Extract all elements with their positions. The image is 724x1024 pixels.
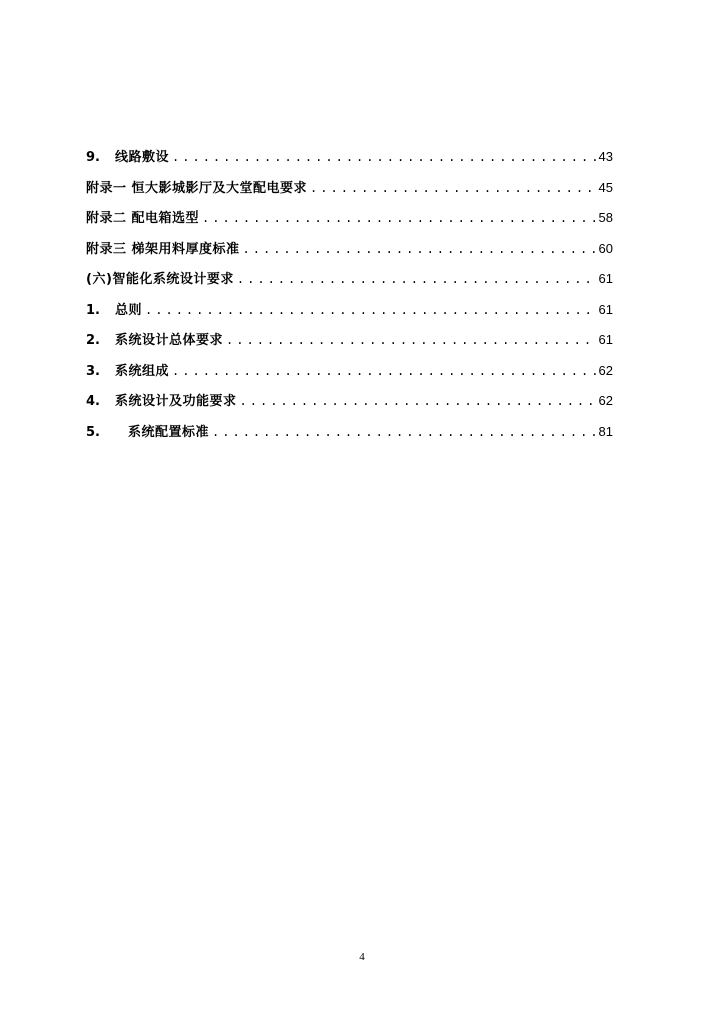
toc-entry-page: 62: [598, 362, 613, 378]
toc-entry-title: 系统配置标准: [128, 424, 210, 440]
toc-entry-number: 5.: [86, 424, 100, 440]
toc-entry-page: 61: [598, 271, 613, 286]
toc-entry-page: 58: [598, 210, 613, 225]
toc-entry-page: 43: [598, 149, 613, 164]
toc-entry-4-design-functions[interactable]: [86, 390, 613, 421]
toc-entry-2-overall-requirements[interactable]: [86, 329, 613, 360]
toc-entry-appendix-2[interactable]: [86, 207, 613, 238]
toc-leader-dots: [202, 211, 596, 225]
toc-leader-dots: [243, 242, 596, 256]
toc-entry-page: 60: [598, 240, 613, 256]
toc-entry-number: 9.: [86, 150, 100, 165]
toc-entry-title: 附录一 恒大影城影厅及大堂配电要求: [86, 180, 308, 196]
toc-entry-page: 81: [598, 423, 613, 439]
toc-entry-page: 62: [598, 393, 613, 408]
toc-entry-title: 系统设计及功能要求: [115, 394, 237, 409]
toc-entry-title: 系统设计总体要求: [115, 333, 224, 348]
toc-leader-dots: [237, 272, 596, 286]
toc-entry-section-6[interactable]: [86, 268, 613, 299]
toc-entry-page: 61: [598, 301, 613, 317]
toc-leader-dots: [310, 181, 596, 195]
table-of-contents: [86, 146, 613, 451]
toc-entry-title: 附录二 配电箱选型: [86, 211, 200, 226]
toc-entry-title: 线路敷设: [115, 150, 170, 165]
toc-entry-page: 61: [598, 332, 613, 347]
page-number: 4: [359, 951, 365, 963]
toc-entry-3-system-composition[interactable]: [86, 360, 613, 391]
toc-leader-dots: [226, 333, 596, 347]
toc-leader-dots: [212, 425, 596, 439]
toc-entry-page: 45: [598, 179, 613, 195]
toc-entry-number: 2.: [86, 333, 100, 348]
toc-entry-title: 总则: [115, 302, 143, 318]
toc-entry-appendix-1[interactable]: [86, 177, 613, 208]
toc-entry-title: 附录三 梯架用料厚度标准: [86, 241, 240, 257]
toc-entry-appendix-3[interactable]: [86, 238, 613, 269]
toc-entry-number: 1.: [86, 302, 100, 318]
toc-entry-title: (六)智能化系统设计要求: [86, 272, 234, 287]
toc-leader-dots: [172, 364, 596, 378]
toc-leader-dots: [240, 394, 596, 408]
toc-entry-number: 4.: [86, 394, 100, 409]
toc-entry-5-config-standards[interactable]: [86, 421, 613, 452]
toc-entry-number: 3.: [86, 363, 100, 379]
toc-entry-1-general[interactable]: [86, 299, 613, 330]
toc-entry-title: 系统组成: [115, 363, 170, 379]
toc-leader-dots: [145, 303, 596, 317]
toc-entry-9-cable-laying[interactable]: [86, 146, 613, 177]
toc-leader-dots: [172, 150, 596, 164]
